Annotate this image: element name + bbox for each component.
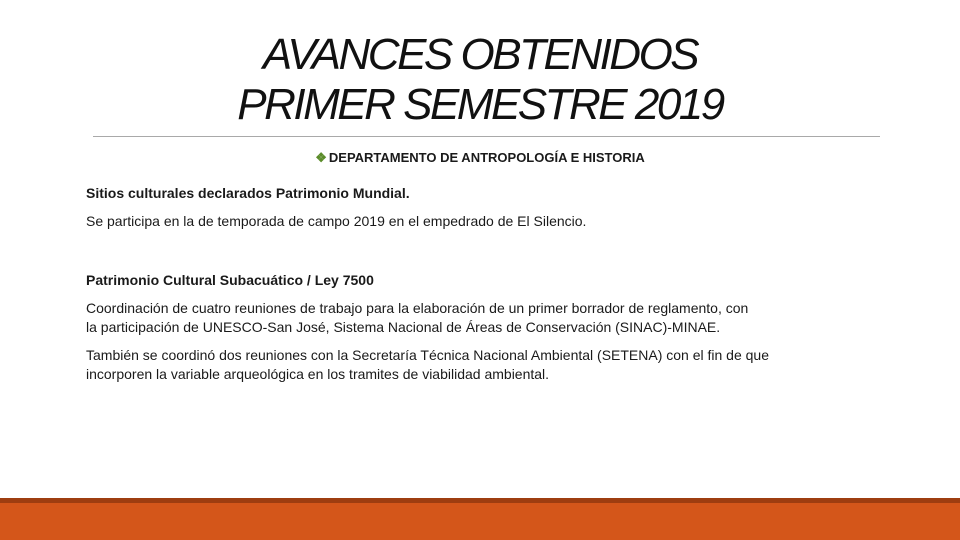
- paragraph-meetings-line-1: Coordinación de cuatro reuniones de trabajo para la elaboración de un primer borrador de reglamento, con: [86, 300, 749, 316]
- footer-accent-bar: [0, 498, 960, 540]
- slide-title: [0, 30, 960, 130]
- diamond-bullet-icon: ❖: [315, 150, 327, 165]
- paragraph-meetings: [86, 299, 886, 337]
- title-divider: [93, 136, 880, 137]
- slide-title-line-2: PRIMER SEMESTRE 2019: [237, 80, 723, 129]
- paragraph-setena: [86, 346, 886, 384]
- slide-title-line-1: AVANCES OBTENIDOS: [262, 30, 698, 79]
- paragraph-field-season: Se participa en la de temporada de campo 2019 en el empedrado de El Silencio.: [86, 213, 587, 229]
- paragraph-setena-line-1: También se coordinó dos reuniones con la Secretaría Técnica Nacional Ambiental (SETENA) con el fin de que: [86, 347, 770, 363]
- heading-underwater-heritage: Patrimonio Cultural Subacuático / Ley 7500: [86, 272, 374, 288]
- paragraph-meetings-line-2: la participación de UNESCO-San José, Sistema Nacional de Áreas de Conservación (SINAC)-MINAE.: [86, 319, 721, 335]
- slide-body: [86, 184, 886, 384]
- footer-accent-edge: [0, 498, 960, 503]
- department-label: DEPARTAMENTO DE ANTROPOLOGÍA E HISTORIA: [328, 150, 645, 165]
- paragraph-setena-line-2: incorporen la variable arqueológica en los tramites de viabilidad ambiental.: [86, 366, 550, 382]
- heading-world-heritage: Sitios culturales declarados Patrimonio Mundial.: [86, 185, 410, 201]
- department-heading: [0, 150, 960, 166]
